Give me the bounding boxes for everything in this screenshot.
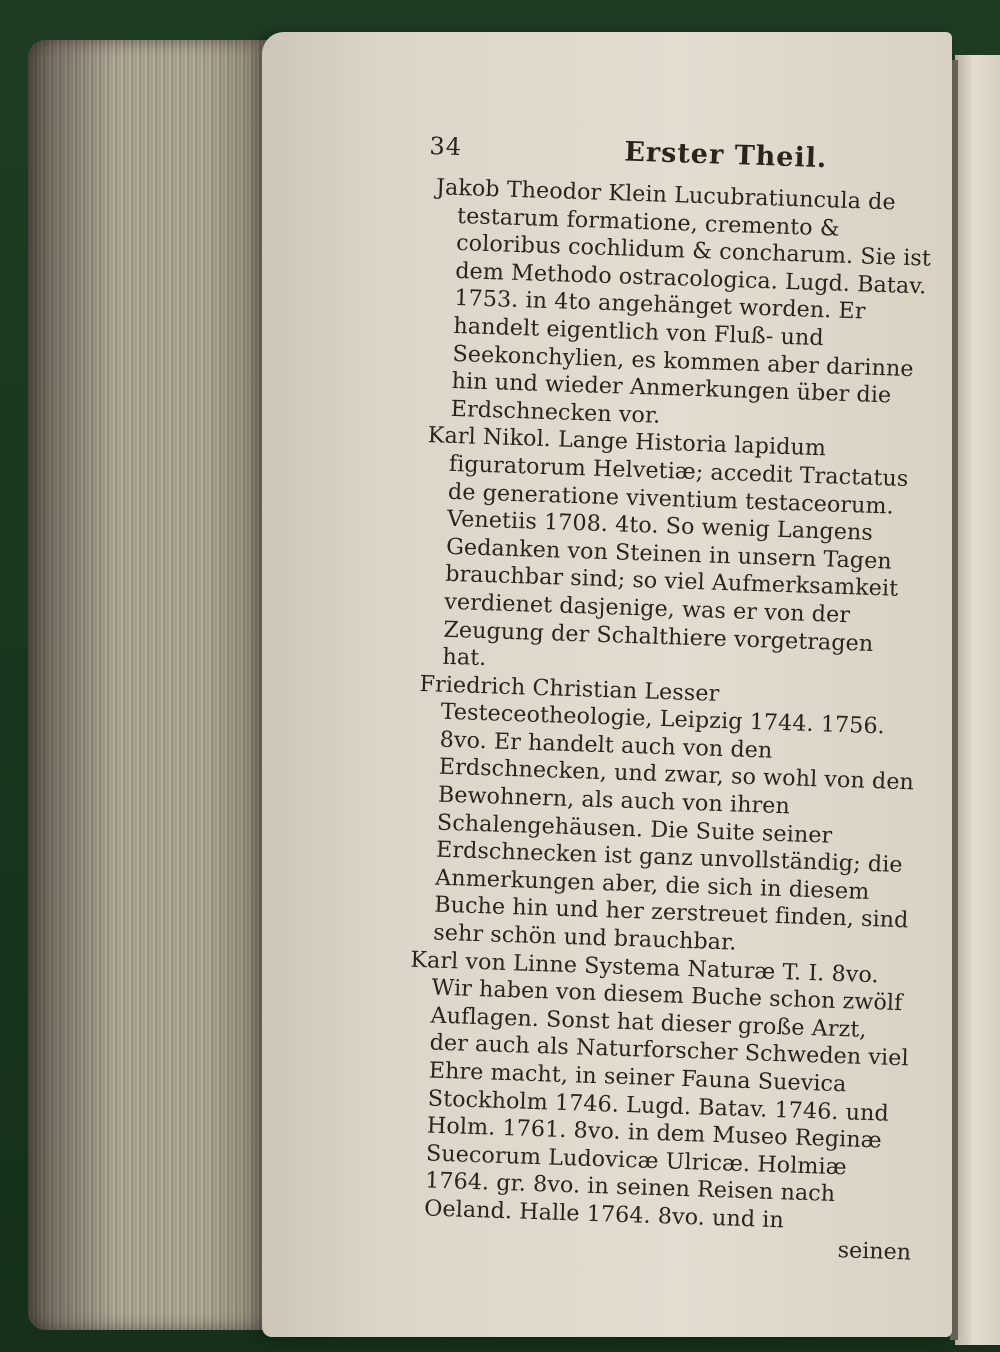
catchword: seinen xyxy=(837,1236,912,1266)
bibliography-entry-linne: Karl von Linne Systema Naturæ T. I. 8vo. Wir haben von diesem Buche schon zwölf Auflagen. Sonst hat dieser große Arzt, der auch als Naturforscher Schweden viel Ehre macht, in seiner Fauna Suevica Stockholm 1746. Lugd. Batav. 1746. und Holm. 1761. 8vo. in dem Museo Reginæ Suecorum Ludovicæ Ulricæ. Holmiæ 1764. gr. 8vo. in seinen Reisen nach Oeland. Halle 1764. 8vo. und in xyxy=(410,946,910,1234)
running-head: Erster Theil. xyxy=(623,136,828,175)
facing-page-edge xyxy=(955,55,1000,1345)
bibliography-entry-lange: Karl Nikol. Lange Historia lapidum figuratorum Helvetiæ; accedit Tractatus de generatione viventium testaceorum. Venetiis 1708. 4to. So wenig Langens Gedanken von Steinen in unsern Tagen brauchbar sind; so viel Aufmerksamkeit verdienet dasjenige, was er von der Zeugung der Schalthiere vorgetragen hat. xyxy=(427,422,909,672)
book-page-edges xyxy=(28,40,278,1330)
page-text-block xyxy=(393,130,940,1266)
bibliography-entry-lesser: Friedrich Christian Lesser Testeceotheologie, Leipzig 1744. 1756. 8vo. Er handelt auch von den Erdschnecken, und zwar, so wohl von den Bewohnern, als auch von ihren Schalengehäusen. Die Suite seiner Erdschnecken ist ganz unvollständig; die Anmerkungen aber, die sich in diesem Buche hin und her zerstreuet finden, sind sehr schön und brauchbar. xyxy=(419,670,915,956)
bibliography-entry-klein: Jakob Theodor Klein Lucubratiuncula de testarum formatione, cremento & coloribus cochlidum & concharum. Sie ist dem Methodo ostracologica. Lugd. Batav. 1753. in 4to angehänget worden. Er handelt eigentlich von Fluß- und Seekonchylien, es kommen aber darinne hin und wieder Anmerkungen über die Erdschnecken vor. xyxy=(435,174,932,429)
page-number: 34 xyxy=(429,131,463,162)
